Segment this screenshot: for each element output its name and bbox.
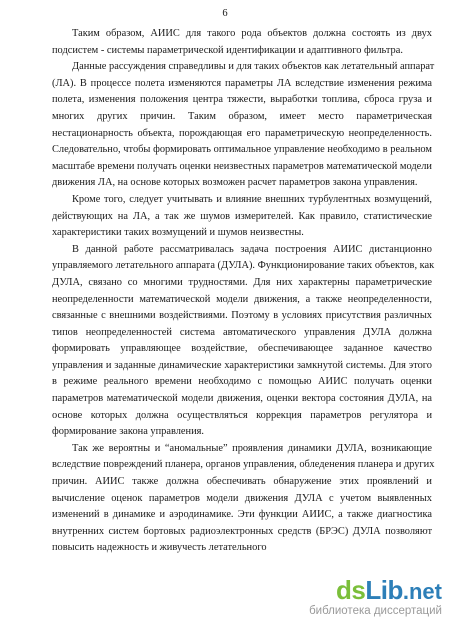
text-line: причин. АИИС также должна обеспечивать обнаружение этих проявлений и (52, 476, 432, 488)
text-line: движения ЛА, на основе которых возможен расчет параметров закона управления. (52, 177, 418, 189)
logo-net: .net (402, 579, 442, 604)
text-line: полета, изменения положения центра тяжести, выработки топлива, сброса груза и (52, 94, 432, 106)
text-line: подсистем - системы параметрической идентификации и адаптивного фильтра. (52, 44, 403, 56)
paragraph (52, 26, 432, 59)
page-body (52, 26, 435, 557)
text-line: внутренних систем бортовых радиоэлектронных средств (БРЭС) ДУЛА позволяют (52, 525, 432, 537)
text-line: многих других причин. Таким образом, имеет место параметрическая (52, 110, 432, 122)
logo-ds: ds (336, 575, 366, 605)
text-line: основе которых должна осуществляться коррекция параметров регулятора и (52, 409, 432, 421)
text-line: типов неопределенностей система автоматического управления ДУЛА должна (52, 326, 432, 338)
text-line: формирование закона управления. (52, 426, 205, 438)
text-line: Таким образом, АИИС для такого рода объектов должна состоять из двух (72, 28, 432, 39)
logo-lib: Lib (365, 575, 403, 605)
text-line: Данные рассуждения справедливы и для таких объектов как летательный аппарат (72, 61, 435, 73)
paragraph (52, 59, 435, 192)
text-line: Так же вероятны и “аномальные” проявления динамики ДУЛА, возникающие (72, 442, 432, 454)
text-line: В данной работе рассматривалась задача построения АИИС дистанционно (72, 243, 432, 255)
paragraph (52, 441, 435, 557)
text-line: связанные с внешними воздействиями. Поэтому в условиях присутствия различных (52, 310, 432, 322)
text-line: параметров математической модели движения, оценки вектора состояния ДУЛА, на (52, 393, 432, 405)
page-number: 6 (222, 8, 228, 19)
text-line: изменений в динамике и аэродинамике. Эти функции АИИС, а также диагностика (52, 509, 432, 521)
text-line: ДУЛА, связано со многими трудностями. Для них характерны параметрические (52, 276, 432, 288)
text-line: Кроме того, следует учитывать и влияние внешних турбулентных возмущений, (72, 193, 432, 205)
text-line: масштабе времени получать оценки неизвестных параметров математической модели (52, 160, 432, 172)
dslib-watermark[interactable] (292, 575, 442, 621)
watermark-subtitle: библиотека диссертаций (309, 605, 442, 617)
dslib-logo (336, 575, 442, 606)
paragraph (52, 192, 432, 242)
text-line: характеристики таких возмущений и шумов неизвестны. (52, 227, 304, 239)
text-line: управления и заданные динамические характеристики замкнутой системы. Для этого (52, 359, 432, 371)
text-line: вычисление оценок параметров модели движения ДУЛА с учетом выявленных (52, 492, 432, 504)
text-line: действующих на ЛА, а так же шумов измерителей. Как правило, статистические (52, 210, 432, 222)
text-line: (ЛА). В процессе полета изменяются параметры ЛА вследствие изменения режима (52, 77, 432, 89)
text-line: вследствие повреждений планера, органов управления, обледенения планера и других (52, 459, 435, 471)
text-line: управляемого летательного аппарата (ДУЛА). Функционирование таких объектов, как (52, 260, 435, 272)
text-line: повысить надежность и живучесть летательного (52, 542, 267, 554)
text-line: нестационарность объекта, порождающая его параметрическую неопределенность. (52, 127, 432, 139)
text-line: в режиме реального времени необходимо с помощью АИИС получать оценки (52, 376, 432, 388)
text-line: формировать управляющее воздействие, обеспечивающее заданное качество (52, 343, 432, 355)
paragraph (52, 242, 435, 441)
text-line: Следовательно, чтобы формировать оптимальное управление необходимо в реальном (52, 144, 432, 156)
text-line: неопределенности математической модели движения, а также неопределенности, (52, 293, 432, 305)
